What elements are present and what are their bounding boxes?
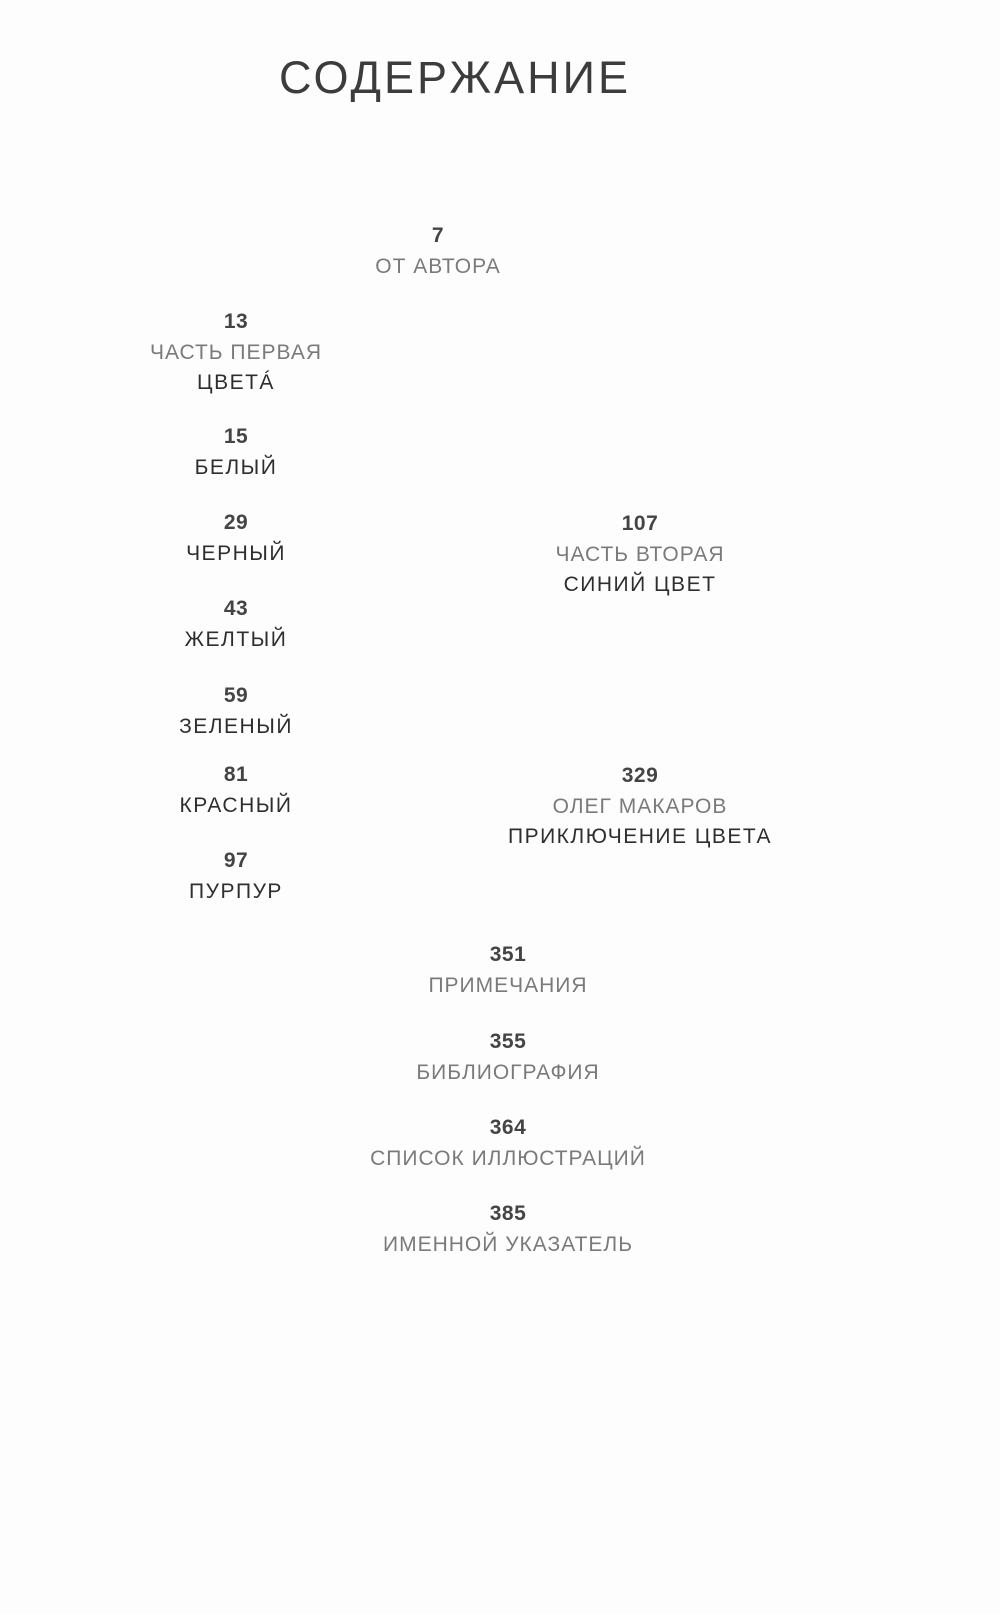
toc-entry-green[interactable]: [56, 684, 416, 739]
page-title: СОДЕРЖАНИЕ: [279, 52, 631, 103]
entry-title: ЗЕЛЕНЫЙ: [179, 715, 293, 738]
page-number: 329: [621, 764, 659, 787]
part-label: ЧАСТЬ ПЕРВАЯ: [149, 341, 323, 364]
page-number: 97: [223, 849, 249, 872]
entry-title: ПРИМЕЧАНИЯ: [428, 974, 588, 997]
toc-entry-black[interactable]: [56, 511, 416, 566]
toc-entry-makarov[interactable]: [460, 764, 820, 849]
page-number: 81: [223, 763, 249, 786]
toc-entry-part-one[interactable]: [56, 310, 416, 395]
page-number: 13: [223, 310, 249, 333]
entry-title: ЦВЕТÁ: [197, 371, 275, 394]
entry-title: ПРИКЛЮЧЕНИЕ ЦВЕТА: [507, 825, 773, 848]
page-number: 364: [489, 1116, 527, 1139]
entry-title: ЖЕЛТЫЙ: [184, 628, 288, 651]
toc-entry-intro[interactable]: [258, 224, 618, 279]
toc-entry-notes[interactable]: [328, 943, 688, 998]
toc-entry-index[interactable]: [328, 1202, 688, 1257]
page-number: 7: [431, 224, 445, 247]
entry-title: ЧЕРНЫЙ: [186, 542, 286, 565]
page-number: 29: [223, 511, 249, 534]
entry-title: ИМЕННОЙ УКАЗАТЕЛЬ: [383, 1233, 633, 1256]
toc-entry-purple[interactable]: [56, 849, 416, 904]
toc-entry-yellow[interactable]: [56, 597, 416, 652]
page-number: 385: [489, 1202, 527, 1225]
entry-title: КРАСНЫЙ: [179, 794, 293, 817]
toc-entry-white[interactable]: [56, 425, 416, 480]
toc-entry-red[interactable]: [56, 763, 416, 818]
toc-entry-illustrations[interactable]: [328, 1116, 688, 1171]
part-label: ЧАСТЬ ВТОРАЯ: [555, 543, 725, 566]
entry-title: БИБЛИОГРАФИЯ: [416, 1061, 600, 1084]
entry-title: СПИСОК ИЛЛЮСТРАЦИЙ: [370, 1147, 646, 1170]
entry-title: БЕЛЫЙ: [194, 456, 278, 479]
entry-title: ПУРПУР: [189, 880, 283, 903]
author-label: ОЛЕГ МАКАРОВ: [552, 795, 728, 818]
page-number: 351: [489, 943, 527, 966]
entry-title: ОТ АВТОРА: [375, 255, 501, 278]
page-number: 43: [223, 597, 249, 620]
page-number: 59: [223, 684, 249, 707]
entry-title: СИНИЙ ЦВЕТ: [563, 573, 717, 596]
page-number: 107: [621, 512, 659, 535]
page-number: 15: [223, 425, 249, 448]
toc-entry-part-two[interactable]: [460, 512, 820, 597]
page-number: 355: [489, 1030, 527, 1053]
toc-entry-bibliography[interactable]: [328, 1030, 688, 1085]
